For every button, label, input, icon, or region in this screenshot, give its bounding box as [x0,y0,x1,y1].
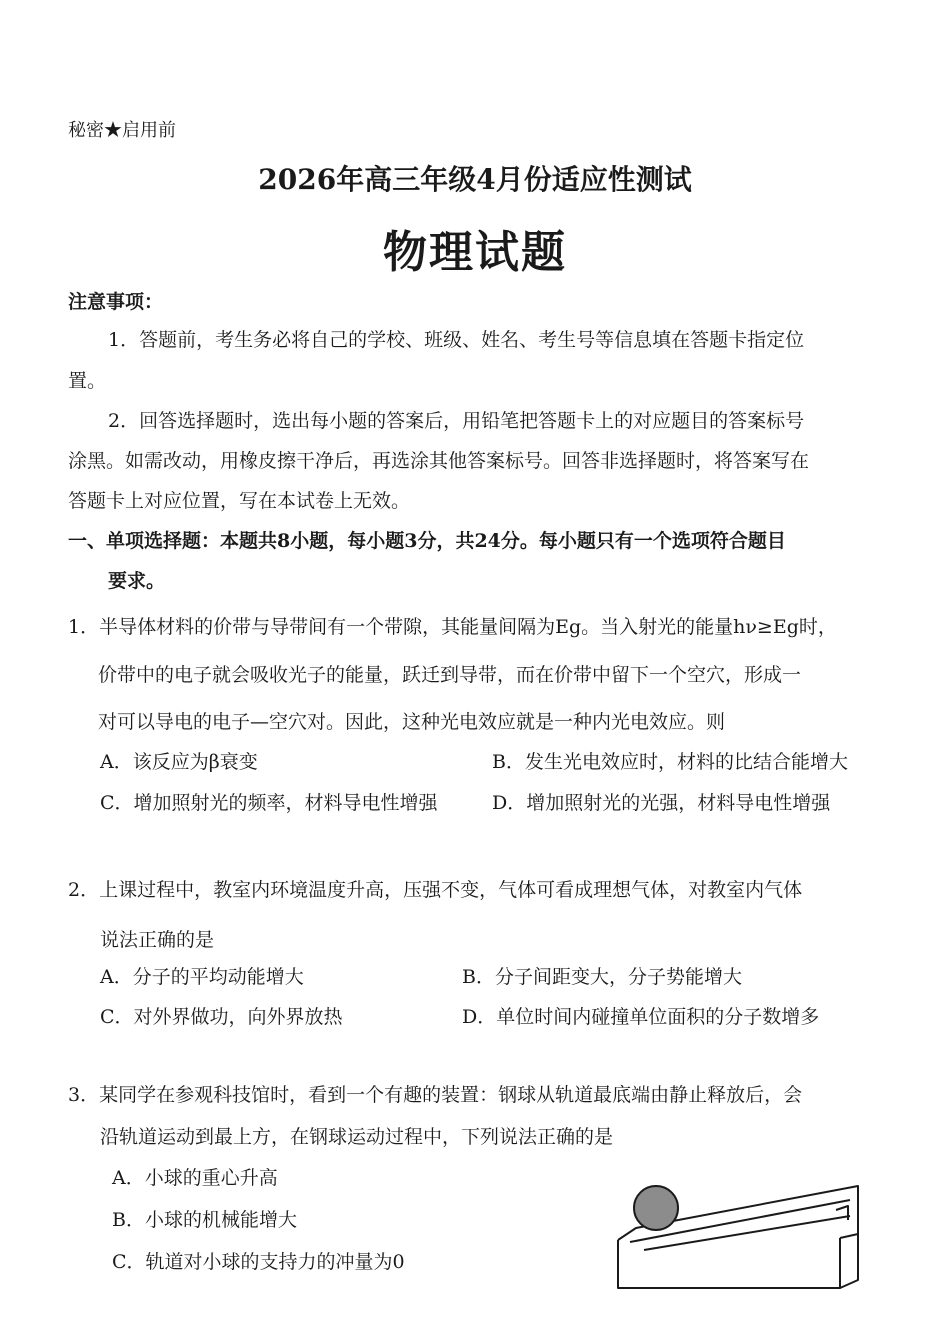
exam-title: 2026年高三年级4月份适应性测试 [258,163,692,196]
track-frame-side [840,1234,858,1288]
question-2-line-1: 2．上课过程中，教室内环境温度升高，压强不变，气体可看成理想气体，对教室内气体 [68,879,803,901]
question-3-line-1: 3．某同学在参观科技馆时，看到一个有趣的装置：钢球从轨道最底端由静止释放后，会 [68,1084,803,1106]
question-1-option-d: D．增加照射光的光强，材料导电性增强 [492,792,831,814]
notice-item-1-line-2: 置。 [68,370,107,392]
question-1-option-c: C．增加照射光的频率，材料导电性增强 [100,792,438,814]
question-3-line-2: 沿轨道运动到最上方，在钢球运动过程中，下列说法正确的是 [100,1126,614,1148]
question-3-option-a: A．小球的重心升高 [112,1167,278,1189]
question-1-line-2: 价带中的电子就会吸收光子的能量，跃迁到导带，而在价带中留下一个空穴，形成一 [98,664,802,686]
section-heading-line-2: 要求。 [108,570,166,592]
question-3-option-c: C．轨道对小球的支持力的冲量为0 [112,1251,405,1273]
section-heading-line-1: 一、单项选择题：本题共8小题，每小题3分，共24分。每小题只有一个选项符合题目 [68,530,786,552]
question-3-option-b: B．小球的机械能增大 [112,1209,297,1231]
track-diagram [610,1180,880,1300]
track-frame-front [618,1238,840,1288]
steel-ball-icon [634,1186,678,1230]
notice-item-1-line-1: 1．答题前，考生务必将自己的学校、班级、姓名、考生号等信息填在答题卡指定位 [108,329,805,351]
question-2-line-2: 说法正确的是 [100,929,215,951]
question-1-line-3: 对可以导电的电子—空穴对。因此，这种光电效应就是一种内光电效应。则 [98,711,726,733]
question-2-option-c: C．对外界做功，向外界放热 [100,1006,343,1028]
question-2-option-d: D．单位时间内碰撞单位面积的分子数增多 [462,1006,820,1028]
notice-item-2-line-1: 2．回答选择题时，选出每小题的答案后，用铅笔把答题卡上的对应题目的答案标号 [108,410,805,432]
question-2-option-a: A．分子的平均动能增大 [100,966,304,988]
question-2-option-b: B．分子间距变大，分子势能增大 [462,966,742,988]
notice-item-2-line-2: 涂黑。如需改动，用橡皮擦干净后，再选涂其他答案标号。回答非选择题时，将答案写在 [68,450,810,472]
confidential-label: 秘密★启用前 [68,120,176,141]
question-1-option-a: A．该反应为β衰变 [100,751,258,773]
notice-item-2-line-3: 答题卡上对应位置，写在本试卷上无效。 [68,490,411,512]
question-1-option-b: B．发生光电效应时，材料的比结合能增大 [492,751,848,773]
notice-heading: 注意事项： [68,291,164,313]
subject-title: 物理试题 [383,227,567,278]
question-1-line-1: 1．半导体材料的价带与导带间有一个带隙，其能量间隔为Eg。当入射光的能量hν≥Eg时， [68,616,837,638]
